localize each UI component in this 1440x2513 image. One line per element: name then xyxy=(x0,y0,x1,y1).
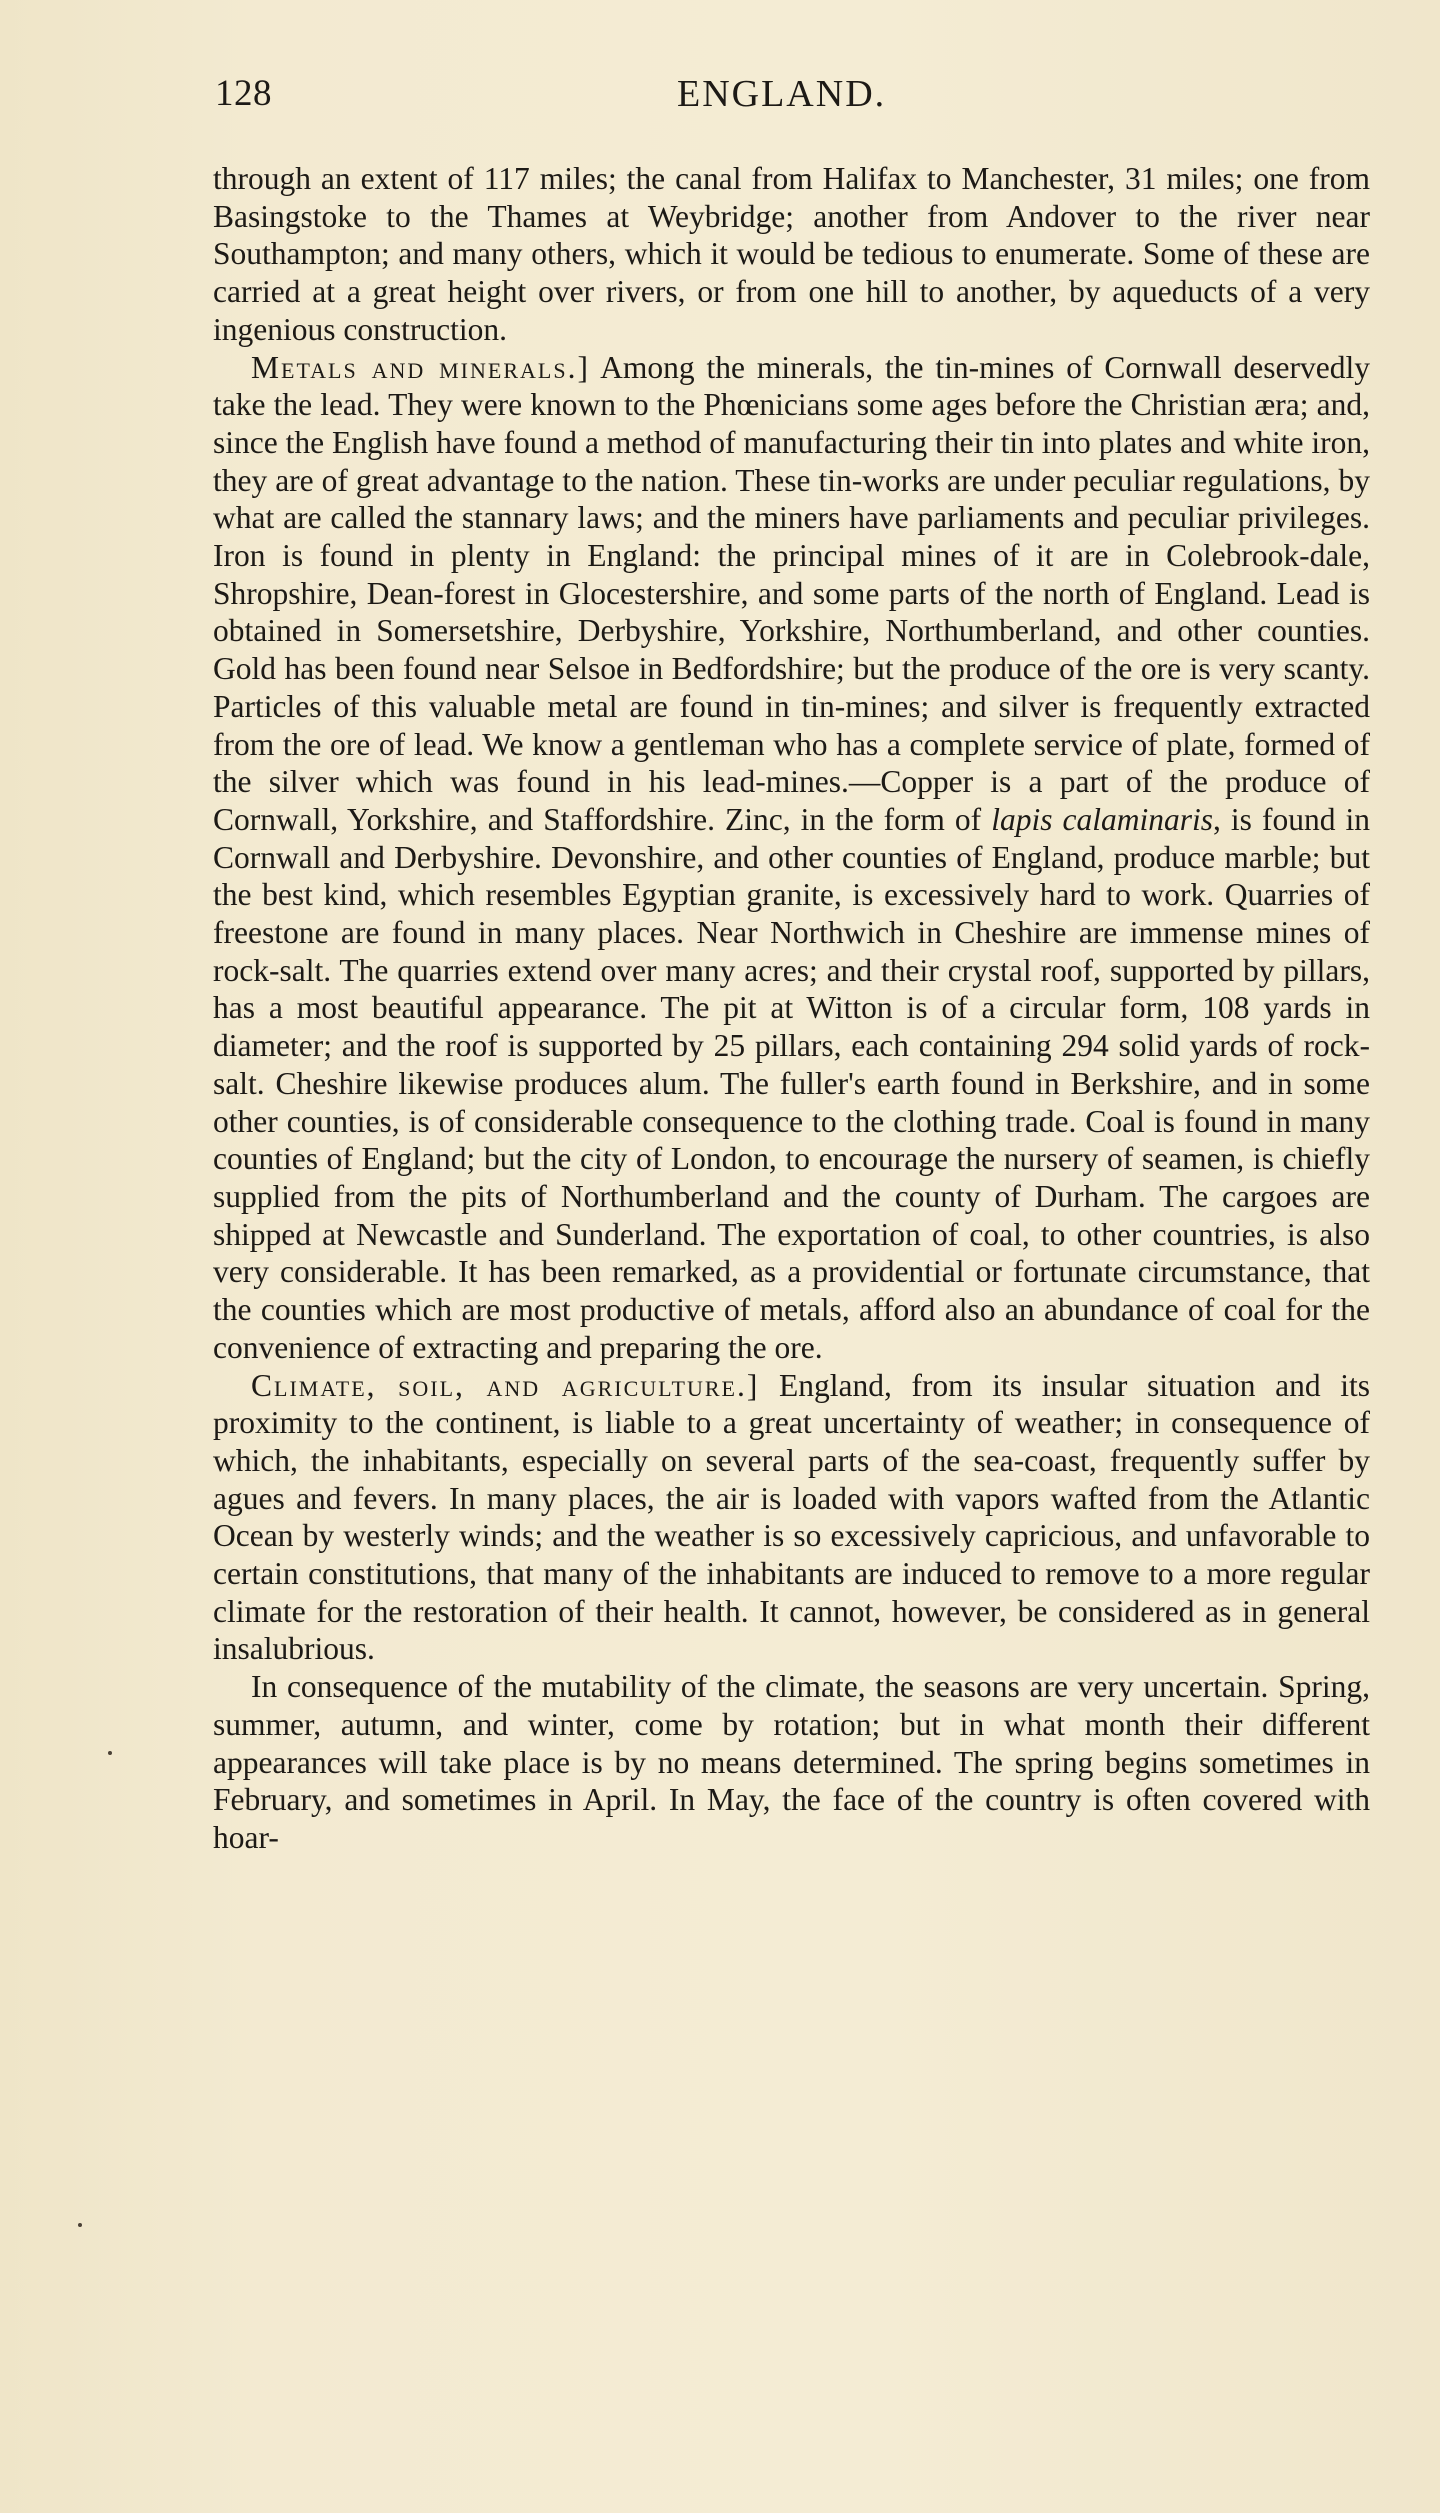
metals-paragraph xyxy=(213,349,1370,1367)
page-header xyxy=(215,72,1380,132)
running-head-title: ENGLAND. xyxy=(677,73,887,115)
metals-text-part-1: Among the minerals, the tin-mines of Cornwall deservedly take the lead. They were known to the Phœnicians some ages before the Christian æra; and, since the English have found a method of manufacturing their tin into plates and white iron, they are of great advantage to the nation. These tin-works are under peculiar regulations, by what are called the stannary laws; and the miners have parliaments and peculiar privileges. Iron is found in plenty in England: the principal mines of it are in Colebrook-dale, Shropshire, Dean-forest in Glocestershire, and some parts of the north of England. Lead is obtained in Somersetshire, Derbyshire, Yorkshire, Northumberland, and other counties. Gold has been found near Selsoe in Bedfordshire; but the produce of the ore is very scanty. Particles of this valuable metal are found in tin-mines; and silver is frequently extracted from the ore of lead. We know a gentleman who has a complete service of plate, formed of the silver which was found in his lead-mines.—Copper is a part of the produce of Cornwall, Yorkshire, and Staffordshire. Zinc, in the form of xyxy=(213,349,1370,837)
body-text xyxy=(213,160,1370,2410)
climate-heading: Climate, soil, and agriculture.] xyxy=(251,1367,760,1403)
climate-paragraph xyxy=(213,1367,1370,1669)
metals-latin-term: lapis calaminaris xyxy=(991,801,1214,837)
page-number: 128 xyxy=(215,73,272,114)
canal-paragraph: through an extent of 117 miles; the canal from Halifax to Manchester, 31 miles; one from Basingstoke to the Thames at Weybridge; another from Andover to the river near Southampton; and many others, which it would be tedious to enumerate. Some of these are carried at a great height over rivers, or from one hill to another, by aqueducts of a very ingenious construction. xyxy=(213,161,1370,347)
margin-mark-upper xyxy=(108,1751,112,1755)
climate-text: England, from its insular situation and its proximity to the continent, is liable to a great uncertainty of weather; in consequence of which, the inhabitants, especially on several parts of the sea-coast, frequently suffer by agues and fevers. In many places, the air is loaded with vapors wafted from the Atlantic Ocean by westerly winds; and the weather is so excessively capricious, and unfavorable to certain constitutions, that many of the inhabitants are induced to remove to a more regular climate for the restoration of their health. It cannot, however, be considered as in general insalubrious. xyxy=(213,1367,1370,1667)
metals-text-part-2: , is found in Cornwall and Derbyshire. Devonshire, and other counties of England, produce marble; but the best kind, which resembles Egyptian granite, is excessively hard to work. Quarries of freestone are found in many places. Near Northwich in Cheshire are immense mines of rock-salt. The quarries extend over many acres; and their crystal roof, supported by pillars, has a most beautiful appearance. The pit at Witton is of a circular form, 108 yards in diameter; and the roof is supported by 25 pillars, each containing 294 solid yards of rock-salt. Cheshire likewise produces alum. The fuller's earth found in Berkshire, and in some other counties, is of considerable consequence to the clothing trade. Coal is found in many counties of England; but the city of London, to encourage the nursery of seamen, is chiefly supplied from the pits of Northumberland and the county of Durham. The cargoes are shipped at Newcastle and Sunderland. The exportation of coal, to other countries, is also very considerable. It has been remarked, as a providential or fortunate circumstance, that the counties which are most productive of metals, afford also an abundance of coal for the convenience of extracting and preparing the ore. xyxy=(213,801,1370,1365)
seasons-paragraph: In consequence of the mutability of the climate, the seasons are very uncertain. Spring, summer, autumn, and winter, come by rotation; but in what month their different appearances will take place is by no means determined. The spring begins sometimes in February, and sometimes in April. In May, the face of the country is often covered with hoar- xyxy=(213,1669,1370,1855)
margin-mark-lower xyxy=(78,2223,82,2227)
metals-heading: Metals and minerals.] xyxy=(251,349,590,385)
